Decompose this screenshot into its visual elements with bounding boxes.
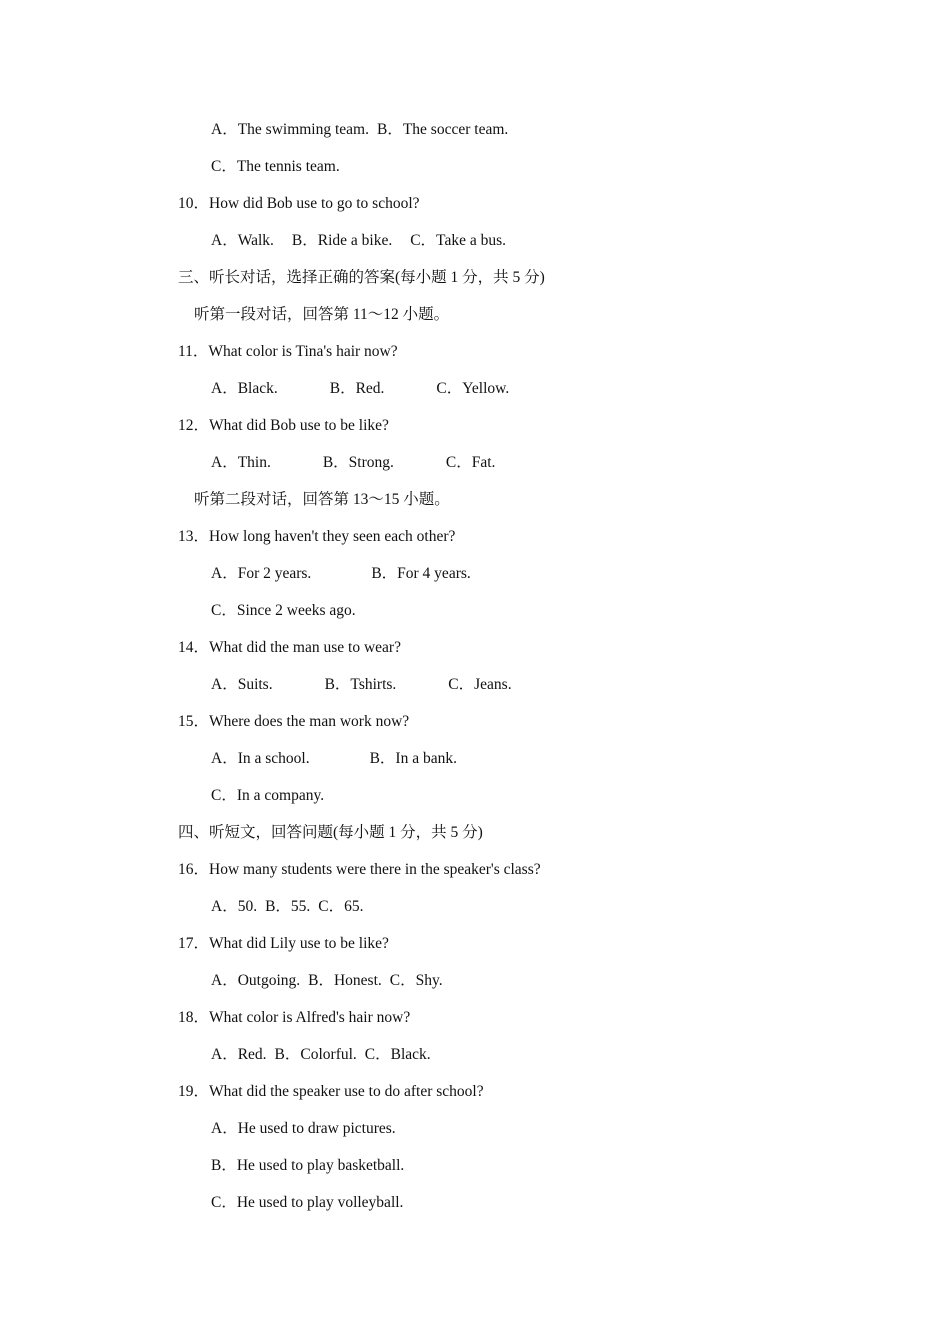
option-line	[211, 897, 364, 917]
line-text: 14．What did the man use to wear?	[178, 639, 401, 656]
line-text: 三、听长对话，选择正确的答案(每小题 1 分，共 5 分)	[178, 269, 545, 286]
option-line	[211, 453, 495, 473]
option-text: B．The soccer team.	[377, 121, 509, 138]
option-text: C．Black.	[364, 1046, 431, 1063]
option-text: B．For 4 years.	[371, 565, 471, 582]
line-text: 15．Where does the man work now?	[178, 713, 410, 730]
question-line	[178, 712, 409, 732]
option-text: A．Black.	[211, 380, 278, 397]
option-line	[211, 1045, 431, 1065]
option-text: B．Ride a bike.	[291, 232, 393, 249]
question-line	[178, 342, 398, 362]
question-line	[178, 527, 455, 547]
option-text: A．Red.	[211, 1046, 267, 1063]
option-line	[211, 379, 509, 399]
dialogue-heading	[194, 490, 450, 510]
option-text: C．65.	[318, 898, 364, 915]
line-text: 16．How many students were there in the speaker's class?	[178, 861, 541, 878]
option-line	[211, 1119, 396, 1139]
question-line	[178, 194, 420, 214]
option-text: B．In a bank.	[369, 750, 457, 767]
option-line	[211, 971, 443, 991]
option-line	[211, 749, 457, 769]
option-text: C．The tennis team.	[211, 158, 340, 175]
option-text: C．Yellow.	[436, 380, 510, 397]
option-line	[211, 1156, 404, 1176]
option-text: C．In a company.	[211, 787, 325, 804]
option-text: C．Jeans.	[448, 676, 512, 693]
option-text: A．In a school.	[211, 750, 310, 767]
option-line	[211, 1193, 403, 1213]
line-text: 11．What color is Tina's hair now?	[178, 343, 398, 360]
option-line	[211, 675, 512, 695]
section-heading	[178, 823, 483, 843]
option-line	[211, 786, 324, 806]
option-text: B．Red.	[329, 380, 385, 397]
option-text: A．50.	[211, 898, 258, 915]
line-text: 听第二段对话，回答第 13～15 小题。	[194, 491, 450, 508]
line-text: 17．What did Lily use to be like?	[178, 935, 389, 952]
option-line	[211, 157, 340, 177]
option-text: C．Since 2 weeks ago.	[211, 602, 356, 619]
option-line	[211, 231, 506, 251]
option-text: C．He used to play volleyball.	[211, 1194, 404, 1211]
option-text: A．For 2 years.	[211, 565, 312, 582]
option-text: A．Suits.	[211, 676, 273, 693]
section-heading	[178, 268, 545, 288]
option-text: B．He used to play basketball.	[211, 1157, 405, 1174]
line-text: 18．What color is Alfred's hair now?	[178, 1009, 411, 1026]
option-text: C．Take a bus.	[410, 232, 506, 249]
dialogue-heading	[194, 305, 449, 325]
question-line	[178, 934, 389, 954]
option-text: C．Fat.	[445, 454, 496, 471]
option-text: B．Colorful.	[274, 1046, 357, 1063]
option-text: B．Tshirts.	[324, 676, 397, 693]
option-text: B．Honest.	[308, 972, 382, 989]
option-text: B．Strong.	[322, 454, 394, 471]
line-text: 12．What did Bob use to be like?	[178, 417, 389, 434]
option-line	[211, 120, 508, 140]
question-line	[178, 860, 541, 880]
option-text: B．55.	[265, 898, 311, 915]
line-text: 10．How did Bob use to go to school?	[178, 195, 420, 212]
option-text: A．He used to draw pictures.	[211, 1120, 396, 1137]
option-line	[211, 564, 471, 584]
question-line	[178, 638, 401, 658]
option-text: A．The swimming team.	[211, 121, 369, 138]
option-text: A．Thin.	[211, 454, 271, 471]
line-text: 19．What did the speaker use to do after school?	[178, 1083, 484, 1100]
question-line	[178, 1008, 410, 1028]
question-line	[178, 416, 389, 436]
line-text: 听第一段对话，回答第 11～12 小题。	[194, 306, 450, 323]
option-line	[211, 601, 356, 621]
question-line	[178, 1082, 484, 1102]
line-text: 四、听短文，回答问题(每小题 1 分，共 5 分)	[178, 824, 483, 841]
option-text: A．Outgoing.	[211, 972, 301, 989]
line-text: 13．How long haven't they seen each other?	[178, 528, 456, 545]
option-text: A．Walk.	[211, 232, 274, 249]
option-text: C．Shy.	[389, 972, 443, 989]
